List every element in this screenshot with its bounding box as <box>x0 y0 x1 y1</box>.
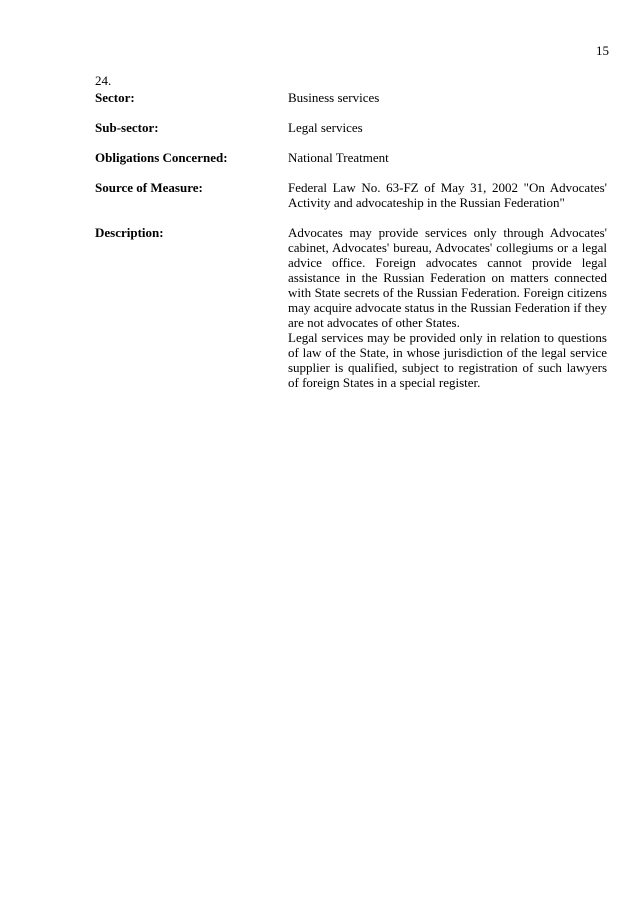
description-paragraph: Legal services may be provided only in relation to questions of law of the State, in whose jurisdiction of the legal service supplier is qualified, subject to registration of such lawyers of foreign States in a special register. <box>288 330 607 390</box>
obligations-value: National Treatment <box>288 150 389 165</box>
sector-label: Sector: <box>95 90 135 105</box>
sub-sector-label: Sub-sector: <box>95 120 159 135</box>
source-label: Source of Measure: <box>95 180 203 195</box>
obligations-label: Obligations Concerned: <box>95 150 228 165</box>
page-number: 15 <box>596 43 609 58</box>
entry-number: 24. <box>95 73 112 88</box>
description-value <box>288 225 607 390</box>
sub-sector-value: Legal services <box>288 120 363 135</box>
description-label: Description: <box>95 225 164 240</box>
description-paragraph: Advocates may provide services only through Advocates' cabinet, Advocates' bureau, Advocates' collegiums or a legal advice office. Foreign advocates cannot provide legal assistance in the Russian Federation on matters connected with State secrets of the Russian Federation. Foreign citizens may acquire advocate status in the Russian Federation if they are not advocates of other States. <box>288 225 607 330</box>
sector-value: Business services <box>288 90 380 105</box>
source-value: Federal Law No. 63-FZ of May 31, 2002 "On Advocates' Activity and advocateship in the Russian Federation" <box>288 180 607 210</box>
